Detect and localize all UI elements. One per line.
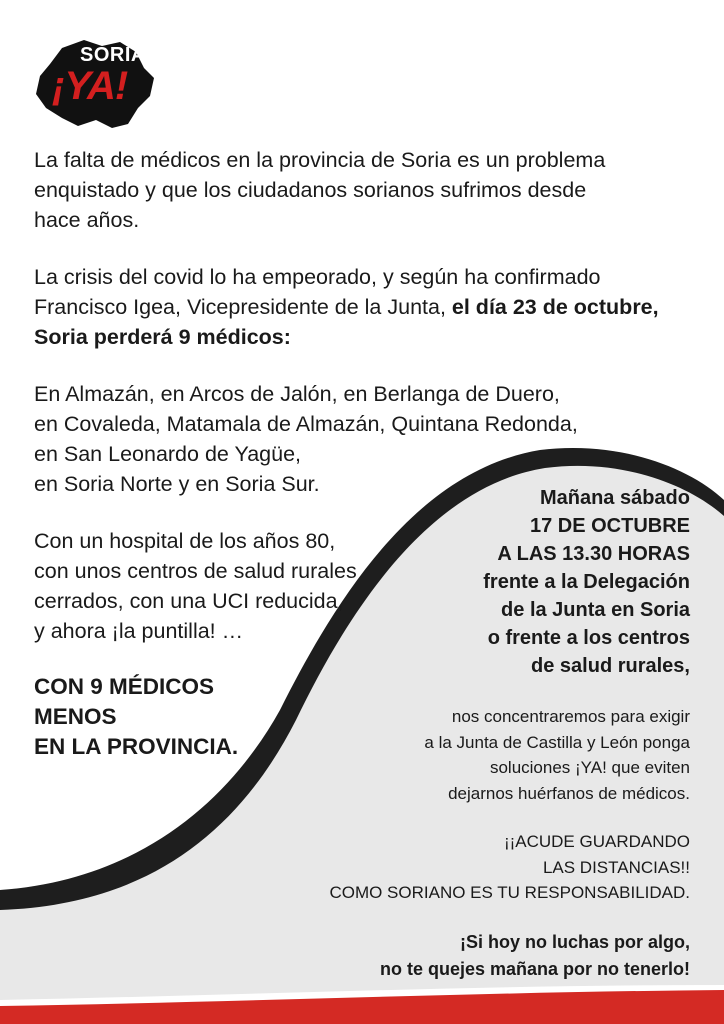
paragraph-doctor-shortage: La falta de médicos en la provincia de Soria es un problema enquistado y que los ciudadanos sorianos sufrimos desde hace años. [34, 148, 606, 232]
paragraph-hospital: Con un hospital de los años 80, con unos centros de salud rurales cerrados, con una UCI reducida, y ahora ¡la puntilla! … [34, 529, 357, 643]
logo-ya-text: ¡YA! [52, 64, 128, 108]
headline-nine-doctors: CON 9 MÉDICOS MENOS EN LA PROVINCIA. [34, 674, 239, 759]
soria-ya-logo [32, 38, 156, 130]
logo-soria-text: SORIA [80, 44, 146, 66]
demand-text: nos concentraremos para exigir a la Junta de Castilla y León ponga soluciones ¡YA! que eviten dejarnos huérfanos de médicos. [424, 707, 690, 803]
paragraph-locations: En Almazán, en Arcos de Jalón, en Berlanga de Duero, en Covaleda, Matamala de Almazán, Quintana Redonda, en San Leonardo de Yagüe, en Soria Norte y en Soria Sur. [34, 382, 578, 496]
event-details: Mañana sábado 17 DE OCTUBRE A LAS 13.30 HORAS frente a la Delegación de la Junta en Soria o frente a los centros de salud rurales, [483, 487, 690, 677]
closing-slogan: ¡Si hoy no luchas por algo, no te quejes mañana por no tenerlo! [379, 932, 690, 979]
paragraph-covid-crisis: La crisis del covid lo ha empeorado, y según ha confirmado Francisco Igea, Vicepresidente de la Junta, el día 23 de octubre, Soria perderá 9 médicos: [34, 265, 659, 349]
safety-notice: ¡¡ACUDE GUARDANDO LAS DISTANCIAS!! COMO SORIANO ES TU RESPONSABILIDAD. [329, 832, 690, 902]
